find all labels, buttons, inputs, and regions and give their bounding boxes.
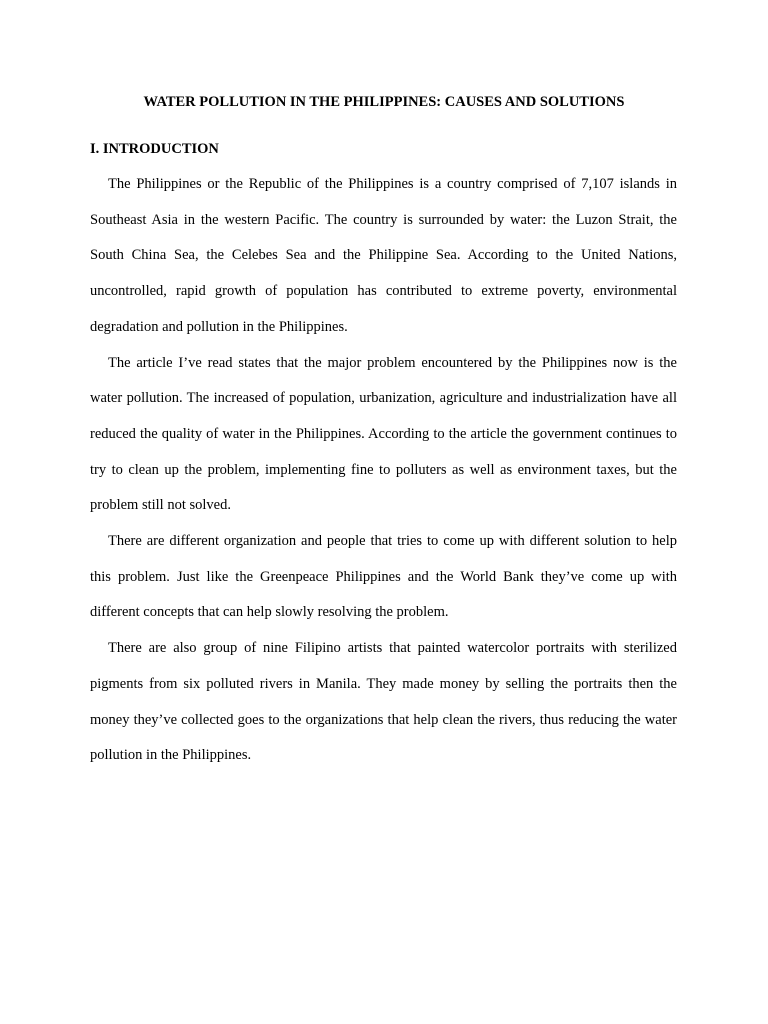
paragraph-2: The article I’ve read states that the major problem encountered by the Philippines now is the water pollution. The increased of population, urbanization, agriculture and industrialization have all reduced the quality of water in the Philippines. According to the article the government continues to try to clean up the problem, implementing fine to polluters as well as environment taxes, but the problem still not solved. bbox=[90, 354, 677, 514]
paragraph-1: The Philippines or the Republic of the Philippines is a country comprised of 7,107 islands in Southeast Asia in the western Pacific. The country is surrounded by water: the Luzon Strait, the South China Sea, the Celebes Sea and the Philippine Sea. According to the United Nations, uncontrolled, rapid growth of population has contributed to extreme poverty, environmental degradation and pollution in the Philippines. bbox=[90, 176, 677, 335]
paragraph-3: There are different organization and people that tries to come up with different solution to help this problem. Just like the Greenpeace Philippines and the World Bank they’ve come up with different concepts that can help slowly resolving the problem. bbox=[90, 533, 677, 621]
document-title: WATER POLLUTION IN THE PHILIPPINES: CAUSES AND SOLUTIONS bbox=[143, 94, 625, 110]
introduction-body bbox=[90, 167, 677, 774]
section-heading-introduction: I. INTRODUCTION bbox=[90, 141, 219, 157]
paragraph-4: There are also group of nine Filipino artists that painted watercolor portraits with sterilized pigments from six polluted rivers in Manila. They made money by selling the portraits then the money they’ve collected goes to the organizations that help clean the rivers, thus reducing the water pollution in the Philippines. bbox=[90, 640, 677, 764]
